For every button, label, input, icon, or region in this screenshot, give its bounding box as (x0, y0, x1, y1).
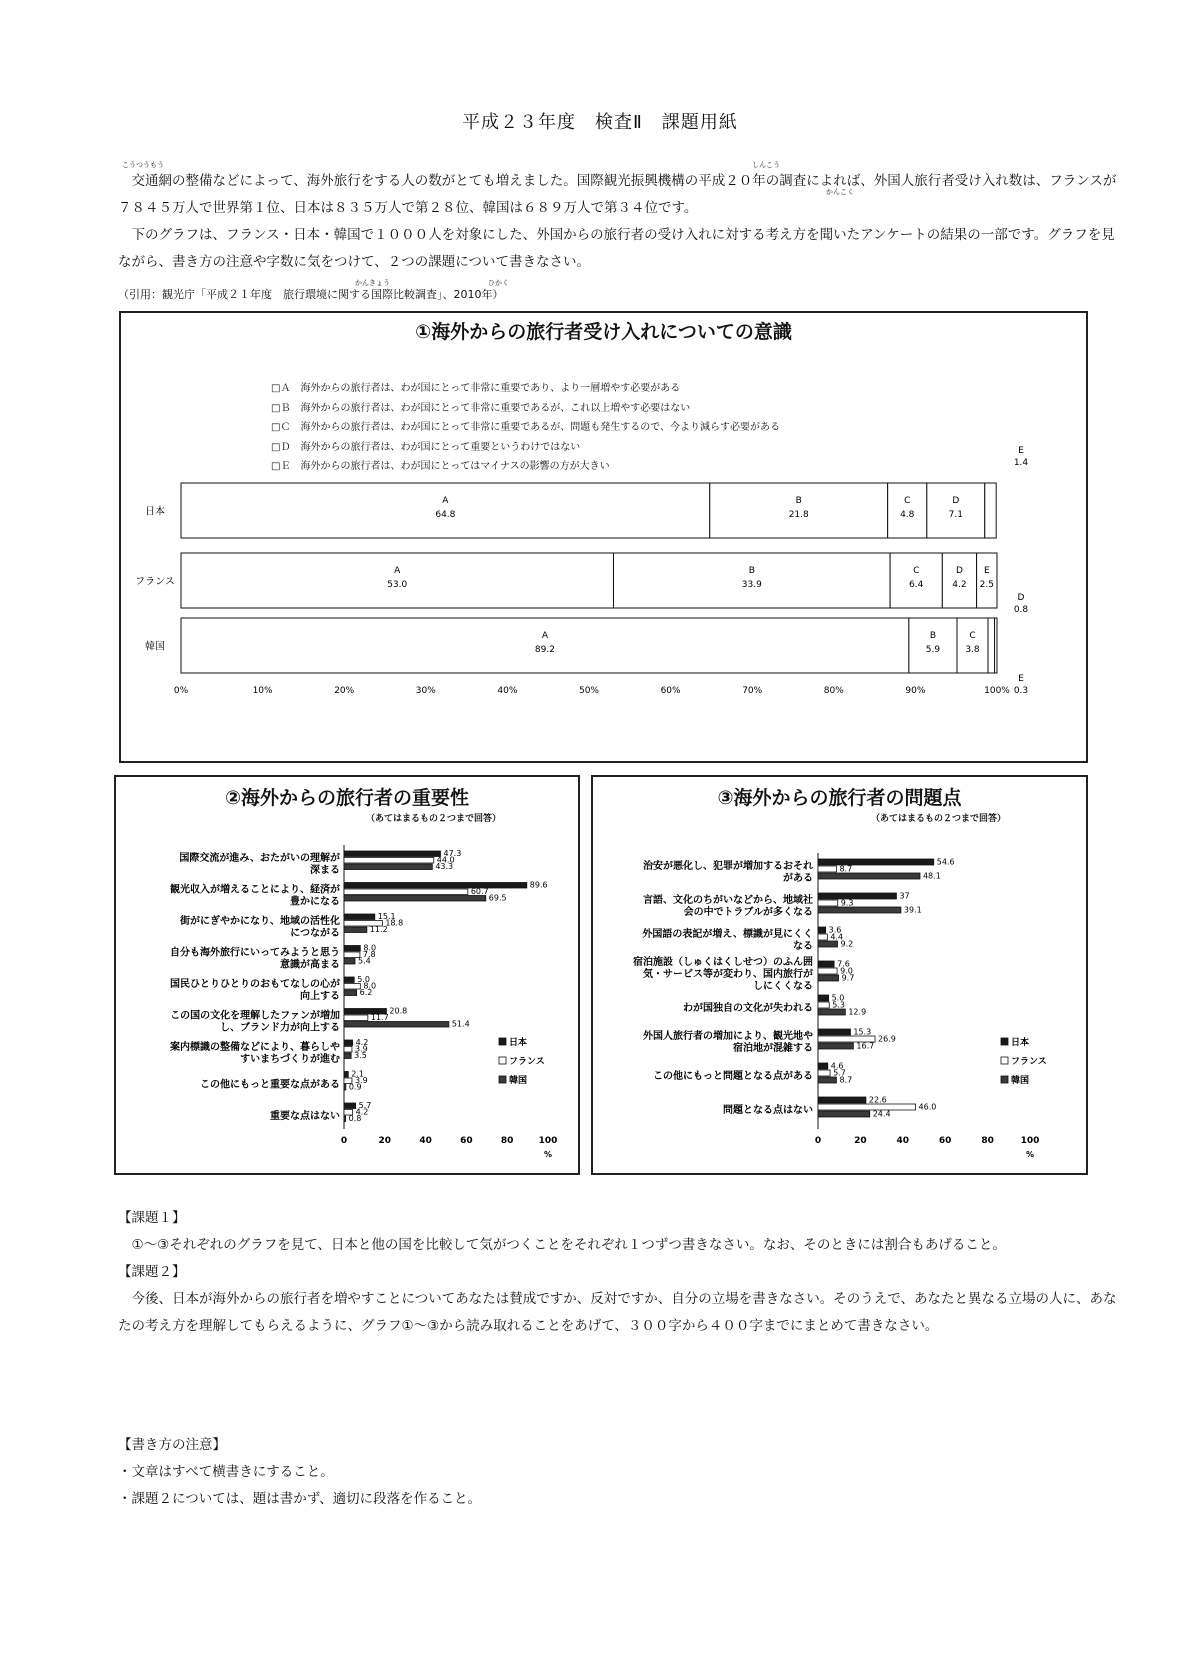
chart3-category-label: なる (793, 941, 813, 952)
chart2-data-label: 0.8 (348, 1114, 362, 1123)
chart1-bar-segment (988, 618, 995, 673)
chart1-category-label: 韓国 (145, 641, 165, 653)
tasks-section (118, 1205, 1118, 1340)
chart2-subtitle: （あてはまるもの２つまで回答） (366, 814, 502, 824)
chart2-bar-france (344, 889, 468, 895)
ruby-kankoku: かんこく (826, 188, 854, 196)
chart1-data-label: 4.2 (952, 580, 967, 590)
chart3-category-label: この他にもっと問題となる点がある (653, 1071, 813, 1082)
intro-text (118, 168, 1118, 276)
chart3-data-label: 37 (899, 891, 910, 901)
chart2-x-tick-label: 80 (500, 1136, 514, 1146)
chart2-data-label: 5.4 (358, 956, 371, 966)
chart1-x-tick-label: 40% (497, 686, 518, 696)
chart3-x-tick-label: 20 (854, 1136, 867, 1146)
chart3-category-label: 治安が悪化し、犯罪が増加するおそれ (643, 861, 813, 872)
chart1-segment-letter: E (1018, 674, 1024, 684)
ruby-koutsuumou: こうつうもう (122, 161, 164, 169)
chart1-segment-letter: E (983, 566, 990, 576)
legend-item-a: □Ａ 海外からの旅行者は、わが国にとって非常に重要であり、より一層増やす必要がある (271, 383, 681, 394)
chart1-x-tick-label: 30% (415, 686, 436, 696)
chart3-data-label: 16.7 (856, 1041, 875, 1051)
chart1-segment-letter: B (795, 496, 802, 506)
chart3-data-label: 5.7 (833, 1068, 846, 1078)
chart1-x-tick-label: 90% (905, 686, 926, 696)
chart3-bar-france (818, 1104, 916, 1110)
task1-body: ①～③それぞれのグラフを見て、日本と他の国を比較して気がつくことをそれぞれ１つずつ書きなさい。なお、そのときには割合もあげること。 (131, 1237, 1006, 1253)
chart1-segment-letter: B (748, 566, 755, 576)
chart2-x-unit: % (543, 1150, 553, 1159)
chart2-category-label: すいまちづくりが進む (240, 1054, 340, 1065)
chart2-bar-japan (344, 1103, 356, 1109)
page-title: 平成２３年度 検査Ⅱ 課題用紙 (462, 112, 738, 133)
chart2-bar-japan (344, 1040, 353, 1046)
notes-item-1: ・文章はすべて横書きにすること。 (118, 1464, 334, 1480)
chart3-data-label: 5.3 (832, 1000, 845, 1010)
chart3-legend-label: 日本 (1011, 1038, 1030, 1048)
chart2-category-label: し、ブランド力が向上する (220, 1022, 340, 1034)
chart3-data-label: 15.3 (853, 1027, 872, 1037)
ruby-hikaku: ひかく (488, 279, 509, 287)
chart3-category-label: 宿泊施設（しゅくはくしせつ）のふん囲 (633, 957, 813, 968)
chart3-data-label: 24.4 (872, 1109, 891, 1119)
chart2-data-label: 15.1 (377, 912, 396, 921)
chart1-segment-letter: C (969, 631, 976, 641)
chart3-bar-france (818, 1002, 829, 1008)
chart2-data-label: 89.6 (529, 880, 548, 890)
chart1-x-tick-label: 20% (334, 686, 355, 696)
chart2-legend-swatch (499, 1076, 506, 1083)
chart3-legend-swatch (1001, 1057, 1008, 1064)
chart3-bar-japan (818, 995, 829, 1001)
chart2-bar-japan (344, 851, 440, 857)
chart3-data-label: 4.4 (830, 932, 844, 942)
chart3-category-label: 気・サービス等が変わり、国内旅行が (643, 969, 813, 980)
citation: （引用：観光庁「平成２１年度 旅行環境に関する国際比較調査」、2010年） (118, 288, 504, 301)
chart3-bar-japan (818, 859, 934, 865)
chart3-data-label: 5.0 (831, 993, 845, 1003)
chart1-title: ①海外からの旅行者受け入れについての意識 (415, 321, 792, 343)
chart2-bar-korea (344, 1085, 346, 1091)
chart3-bar-korea (818, 873, 920, 879)
chart2-data-label: 51.4 (451, 1019, 470, 1029)
chart1-segment-letter: A (541, 631, 549, 641)
chart1-data-label: 89.2 (534, 645, 555, 655)
chart2-x-tick-label: 0 (340, 1136, 348, 1146)
chart3-bar-japan (818, 961, 834, 967)
chart3-data-label: 22.6 (868, 1095, 887, 1105)
chart3-category-label: 外国人旅行者の増加により、観光地や (643, 1031, 813, 1042)
chart2-data-label: 44.0 (436, 855, 455, 865)
legend-item-b: □Ｂ 海外からの旅行者は、わが国にとって非常に重要であるが、これ以上増やす必要はない (271, 402, 691, 414)
chart2-legend-label: フランス (509, 1057, 545, 1067)
chart1-data-label: 0.8 (1013, 605, 1029, 615)
chart3-bar-japan (818, 1097, 866, 1103)
chart2-category-label: 豊かになる (290, 896, 340, 908)
chart2-data-label: 18.8 (385, 918, 404, 928)
chart1-data-label: 21.8 (788, 510, 809, 520)
chart2-bar-japan (344, 914, 375, 920)
chart1-data-label: 53.0 (387, 580, 408, 590)
chart3-bar-korea (818, 1077, 836, 1083)
chart3-bar-france (818, 934, 827, 940)
chart3-bar-france (818, 866, 836, 872)
chart3-data-label: 9.7 (841, 973, 855, 983)
chart1-category-label: 日本 (145, 506, 165, 518)
chart3-data-label: 39.1 (903, 905, 922, 915)
legend-item-e: □Ｅ 海外からの旅行者は、わが国にとってはマイナスの影響の方が大きい (271, 461, 610, 472)
chart2-bar-korea (344, 1022, 449, 1028)
chart1-segment-letter: C (913, 566, 920, 576)
chart2-category-label: 国民ひとりひとりのおもてなしの心が (170, 979, 340, 990)
chart1-category-label: フランス (135, 576, 175, 588)
chart2-category-label: 向上する (300, 991, 340, 1002)
chart1-x-tick-label: 10% (252, 686, 273, 696)
chart2-data-label: 11.2 (369, 925, 388, 934)
chart2-data-label: 3.9 (354, 1076, 368, 1085)
chart3-bar-france (818, 1070, 830, 1076)
notes-item-2: ・課題２については、題は書かず、適切に段落を作ること。 (118, 1491, 482, 1507)
chart2-bar-japan (344, 883, 527, 889)
task1-heading: 【課題１】 (118, 1210, 186, 1226)
chart1-x-tick-label: 70% (742, 686, 763, 696)
chart2-category-label: 観光収入が増えることにより、経済が (170, 884, 340, 896)
chart2-data-label: 20.8 (389, 1006, 408, 1016)
chart2-bar-france (344, 1015, 368, 1021)
chart2-data-label: 11.7 (370, 1013, 389, 1022)
chart1-segment-letter: B (929, 631, 937, 641)
chart1-segment-letter: D (952, 496, 960, 506)
chart2-x-tick-label: 100 (538, 1136, 558, 1146)
chart2-bar-korea (344, 1053, 351, 1059)
chart2-bar-japan (344, 1072, 348, 1078)
chart1-data-label: 64.8 (435, 510, 456, 520)
chart2-title: ②海外からの旅行者の重要性 (224, 787, 470, 809)
chart2-x-tick-label: 20 (378, 1136, 392, 1146)
chart1-data-label: 5.9 (925, 645, 941, 655)
chart1-segment-letter: D (1017, 593, 1025, 603)
chart2-data-label: 47.3 (443, 849, 462, 858)
chart1-x-tick-label: 100% (984, 686, 1010, 696)
chart2-bar-korea (344, 896, 486, 902)
chart3-bar-japan (818, 1063, 828, 1069)
chart1-segment-letter: C (904, 496, 911, 506)
chart2-bar-france (344, 858, 434, 864)
chart1-data-label: 1.4 (1013, 458, 1029, 468)
chart3-x-tick-label: 0 (814, 1136, 822, 1146)
chart2-legend-label: 日本 (509, 1038, 528, 1048)
chart1-x-tick-label: 60% (660, 686, 681, 696)
chart1-data-label: 7.1 (948, 510, 963, 520)
chart2-category-label: 深まる (310, 865, 340, 876)
intro-paragraph-1: 交通網の整備などによって、海外旅行をする人の数がとても増えました。国際観光振興機構の平成２０年の調査によれば、外国人旅行者受け入れ数は、フランスが７８４５万人で世界第１位、日本は８３５万人で第２８位、韓国は６８９万人で第３４位です。 (118, 173, 1117, 216)
chart1-segment-letter: D (955, 566, 963, 576)
chart3-x-tick-label: 100 (1020, 1136, 1040, 1146)
chart2-category-label: この他にもっと重要な点がある (200, 1079, 340, 1091)
legend-item-d: □Ｄ 海外からの旅行者は、わが国にとって重要というわけではない (271, 441, 581, 453)
chart-importance-box (114, 775, 580, 1175)
chart2-legend-swatch (499, 1038, 506, 1045)
chart1-data-label: 0.3 (1013, 686, 1029, 696)
chart1-data-label: 6.4 (909, 580, 924, 590)
ruby-shinkou: しんこう (752, 161, 780, 169)
chart3-bar-korea (818, 907, 901, 913)
chart3-data-label: 3.6 (828, 925, 842, 935)
chart1-bar-segment (995, 618, 997, 673)
chart2-legend-label: 韓国 (509, 1076, 528, 1086)
notes-section (118, 1432, 1018, 1513)
chart3-x-tick-label: 60 (938, 1136, 952, 1146)
chart3-svg (593, 777, 1086, 1173)
chart2-data-label: 5.0 (357, 975, 370, 984)
chart-awareness-box (119, 311, 1088, 763)
chart1-x-tick-label: 50% (578, 686, 600, 696)
intro-paragraph-2: 下のグラフは、フランス・日本・韓国で１０００人を対象にした、外国からの旅行者の受け入れに対する考え方を聞いたアンケートの結果の一部です。グラフを見ながら、書き方の注意や字数に気をつけて、２つの課題について書きなさい。 (118, 227, 1115, 270)
chart3-data-label: 9.0 (840, 966, 853, 976)
chart2-bar-korea (344, 1116, 346, 1122)
chart2-bar-korea (344, 927, 367, 933)
chart3-legend-label: フランス (1011, 1057, 1047, 1067)
ruby-kankyou: かんきょう (355, 279, 390, 287)
chart3-data-label: 9.2 (840, 939, 854, 949)
chart2-svg (116, 777, 578, 1173)
chart1-x-tick-label: 80% (823, 686, 844, 696)
chart2-bar-korea (344, 990, 357, 996)
chart1-x-tick-label: 0% (173, 686, 189, 696)
chart3-data-label: 48.1 (922, 871, 941, 881)
task2-heading: 【課題２】 (118, 1264, 186, 1280)
chart3-x-tick-label: 40 (896, 1136, 910, 1146)
chart3-bar-japan (818, 1029, 850, 1035)
chart3-data-label: 7.6 (837, 959, 850, 969)
chart3-x-tick-label: 80 (981, 1136, 994, 1146)
chart1-data-label: 33.9 (741, 580, 762, 590)
chart3-data-label: 12.9 (848, 1007, 867, 1017)
chart3-category-label: わが国独自の文化が失われる (683, 1003, 813, 1014)
chart3-data-label: 26.9 (878, 1034, 896, 1044)
chart2-legend-swatch (499, 1057, 506, 1064)
chart3-bar-korea (818, 1043, 853, 1049)
chart3-title: ③海外からの旅行者の問題点 (717, 787, 962, 809)
chart2-bar-japan (344, 977, 354, 983)
chart3-subtitle: （あてはまるもの２つまで回答） (871, 814, 1007, 824)
chart2-data-label: 8.0 (363, 981, 377, 991)
chart1-segment-letter: A (442, 496, 449, 506)
chart2-bar-korea (344, 959, 355, 965)
chart3-data-label: 54.6 (936, 857, 955, 867)
chart2-category-label: 自分も海外旅行にいってみようと思う (170, 947, 340, 959)
chart2-data-label: 2.1 (351, 1069, 365, 1079)
notes-heading: 【書き方の注意】 (118, 1437, 226, 1453)
chart1-segment-letter: E (1018, 446, 1024, 456)
chart3-bar-korea (818, 1009, 845, 1015)
chart3-category-label: しにくくなる (753, 981, 813, 992)
chart2-x-tick-label: 40 (419, 1136, 432, 1146)
chart2-bar-korea (344, 864, 432, 870)
chart3-category-label: がある (783, 873, 813, 884)
chart2-data-label: 69.5 (488, 893, 507, 903)
chart2-category-label: この国の文化を理解したファンが増加 (170, 1010, 340, 1022)
chart2-bar-france (344, 984, 360, 990)
chart2-data-label: 60.7 (470, 887, 489, 896)
chart3-legend-swatch (1001, 1076, 1008, 1083)
task2-body: 今後、日本が海外からの旅行者を増やすことについてあなたは賛成ですか、反対ですか、自分の立場を書きなさい。そのうえで、あなたと異なる立場の人に、あなたの考え方を理解してもらえるように、グラフ①～③から読み取れることをあげて、３００字から４００字までにまとめて書きなさい。 (118, 1291, 1117, 1334)
chart3-bar-france (818, 968, 837, 974)
chart3-category-label: 外国語の表記が増え、標識が見にくく (642, 929, 813, 940)
chart3-category-label: 宿泊地が混雑する (733, 1043, 813, 1054)
chart2-data-label: 4.2 (355, 1038, 369, 1047)
chart2-x-tick-label: 60 (460, 1136, 473, 1146)
chart3-x-unit: % (1025, 1150, 1035, 1159)
chart3-bar-japan (818, 927, 826, 933)
chart3-bar-korea (818, 1111, 870, 1117)
chart2-data-label: 3.9 (354, 1044, 368, 1054)
chart2-bar-japan (344, 946, 360, 952)
chart3-category-label: 言語、文化のちがいなどから、地域社 (643, 895, 813, 906)
chart3-bar-france (818, 900, 838, 906)
chart3-legend-swatch (1001, 1038, 1008, 1045)
chart1-svg (121, 313, 1086, 761)
chart3-data-label: 8.7 (839, 864, 853, 874)
chart1-data-label: 4.8 (900, 510, 915, 520)
chart3-data-label: 4.6 (830, 1061, 844, 1071)
chart2-data-label: 43.3 (435, 862, 454, 871)
chart3-bar-korea (818, 975, 839, 981)
chart3-category-label: 会の中でトラブルが多くなる (683, 907, 813, 918)
chart2-data-label: 4.2 (355, 1107, 369, 1117)
chart3-legend-label: 韓国 (1011, 1076, 1030, 1086)
chart2-category-label: 重要な点はない (270, 1111, 340, 1122)
legend-item-c: □Ｃ 海外からの旅行者は、わが国にとって非常に重要であるが、問題も発生するので、今より減らす必要がある (271, 422, 781, 433)
chart2-category-label: につながる (290, 928, 340, 939)
chart3-data-label: 8.7 (839, 1075, 853, 1085)
chart2-category-label: 意識が高まる (280, 959, 340, 971)
chart2-data-label: 6.2 (359, 988, 373, 997)
chart1-data-label: 2.5 (979, 580, 994, 590)
chart2-data-label: 8.0 (363, 943, 377, 953)
chart2-data-label: 5.7 (358, 1101, 372, 1110)
chart1-bar-segment (985, 483, 996, 538)
chart3-bar-japan (818, 893, 896, 899)
chart2-category-label: 街がにぎやかになり、地域の活性化 (180, 916, 340, 927)
chart1-segment-letter: A (394, 566, 401, 576)
chart2-category-label: 案内標識の整備などにより、暮らしや (170, 1042, 340, 1053)
chart3-category-label: 問題となる点はない (723, 1105, 813, 1116)
chart-problems-box (591, 775, 1088, 1175)
chart2-category-label: 国際交流が進み、おたがいの理解が (179, 853, 340, 864)
chart2-data-label: 3.5 (354, 1051, 367, 1060)
chart3-bar-korea (818, 941, 838, 947)
chart2-data-label: 7.8 (362, 950, 376, 959)
chart3-data-label: 9.3 (840, 898, 854, 908)
chart1-data-label: 3.8 (965, 645, 980, 655)
chart3-data-label: 46.0 (918, 1102, 937, 1112)
chart2-bar-france (344, 1047, 352, 1053)
chart2-data-label: 0.9 (348, 1082, 362, 1092)
